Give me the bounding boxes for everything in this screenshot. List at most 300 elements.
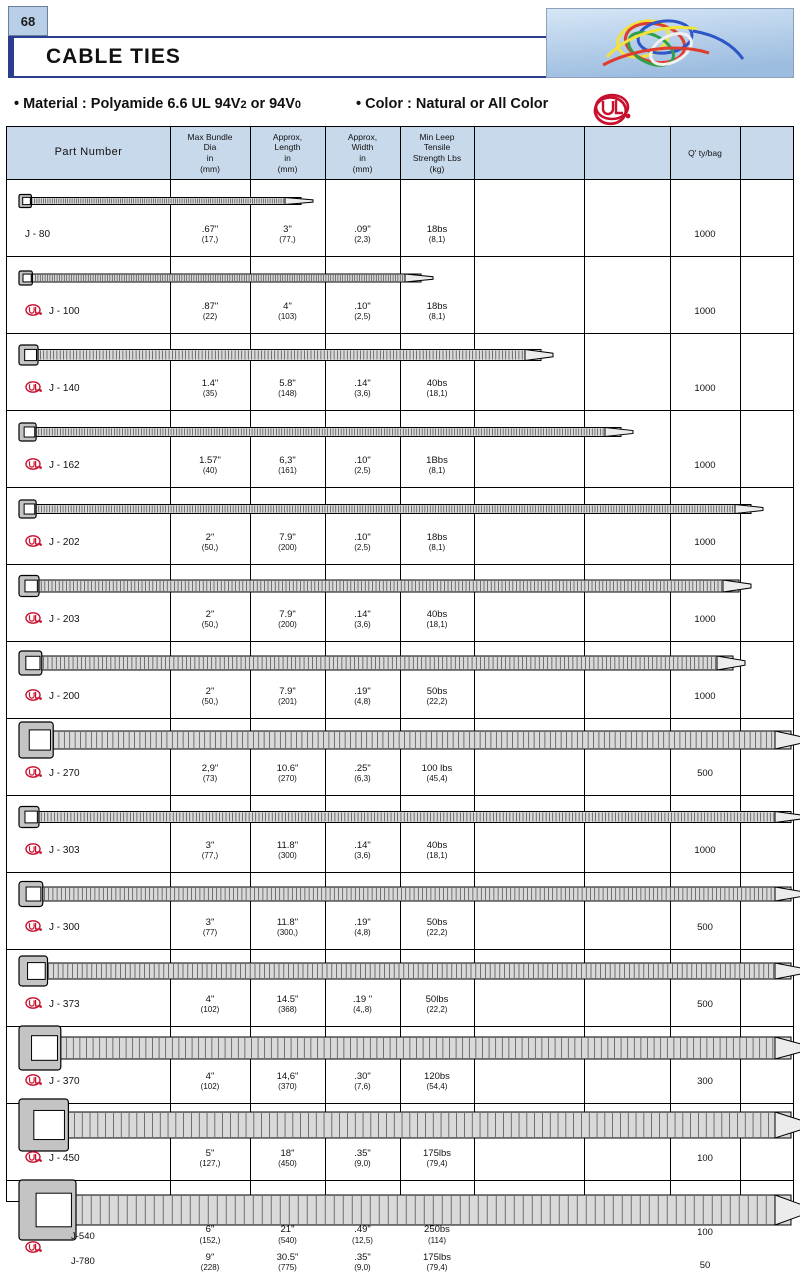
approx-width-value: (9,0)	[354, 1263, 370, 1273]
tensile-strength-value: 40bs	[427, 840, 448, 852]
part-number-cell	[7, 906, 170, 949]
approx-width	[325, 1238, 400, 1259]
max-bundle-dia-value: 3"	[206, 917, 215, 929]
max-bundle-dia-value: 2"	[206, 686, 215, 698]
max-bundle-dia-value: (77,)	[202, 851, 218, 861]
approx-width	[325, 906, 400, 949]
tensile-strength	[400, 521, 474, 564]
approx-length-value: (201)	[278, 697, 297, 707]
max-bundle-dia	[170, 521, 250, 564]
max-bundle-dia-value: (35)	[203, 389, 217, 399]
ul-mark-icon	[25, 843, 43, 858]
part-number-cell	[7, 983, 170, 1026]
table-row	[7, 333, 793, 410]
max-bundle-dia-value: 6"	[206, 1224, 215, 1236]
approx-length-value: (103)	[278, 312, 297, 322]
qty-per-bag	[670, 213, 740, 256]
tensile-strength-value: (54,4)	[427, 1082, 448, 1092]
max-bundle-dia-value: 3"	[206, 840, 215, 852]
qty-per-bag	[670, 1060, 740, 1103]
tensile-strength-value: (8,1)	[429, 543, 445, 553]
max-bundle-dia-value: 5"	[206, 1148, 215, 1160]
approx-length-value: (200)	[278, 620, 297, 630]
material-spec: • Material : Polyamide 6.6 UL 94V2 or 94V0	[14, 96, 301, 112]
max-bundle-dia	[170, 1060, 250, 1103]
qty-per-bag	[670, 1238, 740, 1259]
tensile-strength	[400, 213, 474, 256]
max-bundle-dia-value: (50,)	[202, 620, 218, 630]
approx-length-value: (161)	[278, 466, 297, 476]
qty-per-bag	[670, 983, 740, 1026]
qty-per-bag-value: 100	[697, 1227, 713, 1238]
tensile-strength-value: (79,4)	[427, 1159, 448, 1169]
max-bundle-dia	[170, 675, 250, 718]
approx-length	[250, 444, 325, 487]
max-bundle-dia-value: 2"	[206, 532, 215, 544]
column-header-line: (mm)	[200, 164, 220, 175]
max-bundle-dia-value: (40)	[203, 466, 217, 476]
qty-per-bag	[670, 444, 740, 487]
tensile-strength	[400, 675, 474, 718]
approx-width	[325, 1060, 400, 1103]
ul-mark-icon	[25, 304, 43, 319]
column-header-line: in	[284, 153, 291, 164]
part-number-label: J-780	[71, 1256, 95, 1267]
qty-per-bag	[670, 367, 740, 410]
approx-length-value: 5.8"	[279, 378, 296, 390]
part-number-stack	[71, 1231, 95, 1267]
qty-per-bag	[670, 290, 740, 333]
column-header	[325, 127, 400, 179]
table-row	[7, 872, 793, 949]
tensile-strength-value: 1Bbs	[426, 455, 448, 467]
qty-per-bag-value: 1000	[694, 383, 715, 394]
column-header-line: in	[359, 153, 366, 164]
tensile-strength-value: 250bs	[424, 1224, 450, 1236]
approx-length	[250, 521, 325, 564]
max-bundle-dia	[170, 1238, 250, 1259]
approx-width-value: .19"	[354, 917, 371, 929]
part-number-cell	[7, 1060, 170, 1103]
tensile-strength-value: 50lbs	[426, 994, 449, 1006]
approx-width-value: .49"	[354, 1224, 371, 1236]
tensile-strength-value: (8,1)	[429, 466, 445, 476]
ul-mark-icon	[25, 1151, 43, 1166]
approx-length-value: 14.5"	[277, 994, 299, 1006]
approx-width-value: (6,3)	[354, 774, 370, 784]
qty-per-bag-value: 1000	[694, 306, 715, 317]
tensile-strength-value: 50bs	[427, 686, 448, 698]
tensile-strength-value: 18bs	[427, 532, 448, 544]
part-number-label: J - 373	[49, 999, 80, 1010]
column-header-line: Q' ty/bag	[688, 148, 722, 159]
approx-width	[325, 444, 400, 487]
table-row	[7, 1026, 793, 1103]
max-bundle-dia	[170, 983, 250, 1026]
part-number-label: J - 370	[49, 1076, 80, 1087]
max-bundle-dia	[170, 906, 250, 949]
table-row	[7, 487, 793, 564]
approx-width	[325, 213, 400, 256]
approx-width-value: (2,3)	[354, 235, 370, 245]
part-number-cell	[7, 1238, 170, 1259]
approx-width-value: (3,6)	[354, 389, 370, 399]
approx-length	[250, 983, 325, 1026]
column-header	[170, 127, 250, 179]
approx-length	[250, 906, 325, 949]
part-number-label: J - 200	[49, 691, 80, 702]
approx-width-value: .10"	[354, 532, 371, 544]
column-header-line: Approx,	[348, 132, 377, 143]
title-bar	[8, 36, 546, 78]
column-header-line: Part Number	[55, 146, 123, 160]
part-number-label: J - 202	[49, 537, 80, 548]
approx-width-value: (3,6)	[354, 851, 370, 861]
ul-mark-icon	[25, 997, 43, 1012]
column-header	[740, 127, 793, 179]
column-header	[7, 127, 170, 179]
approx-width-value: (12,5)	[352, 1236, 373, 1246]
approx-length-value: 7.9"	[279, 609, 296, 621]
cable-tie-drawing	[7, 1180, 793, 1201]
tensile-strength-value: 40bs	[427, 378, 448, 390]
approx-length-value: 18"	[281, 1148, 295, 1160]
tensile-strength-value: (18,1)	[427, 851, 448, 861]
tensile-strength	[400, 290, 474, 333]
table-row	[7, 718, 793, 795]
tensile-strength-value: (22,2)	[427, 697, 448, 707]
max-bundle-dia-value: (102)	[201, 1082, 220, 1092]
approx-length-entry	[277, 1252, 299, 1273]
max-bundle-dia-value: (228)	[201, 1263, 220, 1273]
max-bundle-dia-value: 9"	[206, 1252, 215, 1264]
column-header-line: Length	[275, 142, 301, 153]
approx-length-value: (300)	[278, 851, 297, 861]
approx-width-value: (4,8)	[354, 697, 370, 707]
qty-per-bag-value: 500	[697, 768, 713, 779]
approx-width-value: .14"	[354, 609, 371, 621]
table-row	[7, 410, 793, 487]
approx-width	[325, 598, 400, 641]
max-bundle-dia-value: 4"	[206, 994, 215, 1006]
table-row	[7, 1180, 793, 1201]
qty-per-bag	[670, 906, 740, 949]
qty-per-bag-value: 1000	[694, 614, 715, 625]
max-bundle-dia-value: (50,)	[202, 697, 218, 707]
tensile-strength-value: (8,1)	[429, 312, 445, 322]
column-header-line: Min Leep	[420, 132, 455, 143]
approx-length-value: 3"	[283, 224, 292, 236]
approx-width-value: .14"	[354, 378, 371, 390]
approx-width-value: .19 "	[353, 994, 372, 1006]
tensile-strength-value: 120bs	[424, 1071, 450, 1083]
approx-width	[325, 829, 400, 872]
approx-width-value: .14"	[354, 840, 371, 852]
approx-width-value: (7,6)	[354, 1082, 370, 1092]
tie-illustration	[7, 1180, 793, 1201]
part-number-label: J - 140	[49, 383, 80, 394]
approx-length-value: (368)	[278, 1005, 297, 1015]
max-bundle-dia	[170, 367, 250, 410]
part-number-label: J - 162	[49, 460, 80, 471]
max-bundle-dia	[170, 752, 250, 795]
tensile-strength-value: 175lbs	[423, 1252, 451, 1264]
qty-per-bag-value: 100	[697, 1153, 713, 1164]
tensile-strength	[400, 1060, 474, 1103]
tensile-strength	[400, 1137, 474, 1180]
tensile-strength-entry	[423, 1252, 451, 1273]
approx-width-value: (3,6)	[354, 620, 370, 630]
qty-per-bag-value: 1000	[694, 845, 715, 856]
qty-per-bag-value: 1000	[694, 460, 715, 471]
approx-width-value: .35"	[354, 1148, 371, 1160]
max-bundle-dia-value: 2"	[206, 609, 215, 621]
approx-width	[325, 983, 400, 1026]
column-header-line: (mm)	[278, 164, 298, 175]
max-bundle-dia	[170, 290, 250, 333]
part-number-label: J - 100	[49, 306, 80, 317]
tensile-strength-value: 175lbs	[423, 1148, 451, 1160]
approx-width-value: (9,0)	[354, 1159, 370, 1169]
qty-per-bag-value: 300	[697, 1076, 713, 1087]
approx-length-value: (200)	[278, 543, 297, 553]
part-number-label: J - 203	[49, 614, 80, 625]
max-bundle-dia	[170, 1137, 250, 1180]
tensile-strength	[400, 752, 474, 795]
tensile-strength-value: (114)	[428, 1236, 446, 1246]
ul-mark-icon	[25, 535, 43, 550]
max-bundle-dia	[170, 598, 250, 641]
max-bundle-dia-value: (127,)	[200, 1159, 221, 1169]
ul-mark-icon	[25, 689, 43, 704]
approx-length-value: (77,)	[279, 235, 295, 245]
column-header-line: Dia	[204, 142, 217, 153]
qty-per-bag	[670, 752, 740, 795]
approx-width	[325, 367, 400, 410]
tensile-strength	[400, 829, 474, 872]
max-bundle-dia	[170, 829, 250, 872]
approx-length	[250, 367, 325, 410]
column-header-line: in	[207, 153, 214, 164]
table-row	[7, 795, 793, 872]
ul-mark-icon	[25, 612, 43, 627]
approx-length-value: (370)	[278, 1082, 297, 1092]
title-accent-bar	[8, 38, 14, 76]
max-bundle-dia-value: (77)	[203, 928, 217, 938]
approx-length-value: (540)	[278, 1236, 297, 1246]
ul-mark-icon	[25, 381, 43, 396]
part-number-label: J - 300	[49, 922, 80, 933]
approx-length-value: (775)	[278, 1263, 297, 1273]
tensile-strength-entry	[424, 1224, 450, 1246]
ul-mark-icon	[25, 766, 43, 781]
qty-per-bag	[670, 521, 740, 564]
approx-width	[325, 290, 400, 333]
approx-length	[250, 213, 325, 256]
page-title: CABLE TIES	[46, 45, 181, 69]
approx-length-value: (450)	[278, 1159, 297, 1169]
tensile-strength-value: (18,1)	[427, 389, 448, 399]
part-number-cell	[7, 829, 170, 872]
approx-width-value: (4,,8)	[353, 1005, 372, 1015]
column-header-line: (mm)	[353, 164, 373, 175]
cable-ties-photo-icon	[547, 9, 793, 77]
approx-width-value: .35"	[354, 1252, 371, 1264]
column-header	[250, 127, 325, 179]
product-photo	[546, 8, 794, 78]
tensile-strength-value: 18bs	[427, 224, 448, 236]
max-bundle-dia-value: 1.57"	[199, 455, 221, 467]
max-bundle-dia-value: (152,)	[200, 1236, 221, 1246]
qty-per-bag	[670, 675, 740, 718]
tensile-strength	[400, 367, 474, 410]
table-row	[7, 1103, 793, 1180]
table-row	[7, 179, 793, 256]
approx-length-value: 7.9"	[279, 686, 296, 698]
qty-per-bag-value: 500	[697, 999, 713, 1010]
tensile-strength	[400, 1238, 474, 1259]
tensile-strength	[400, 444, 474, 487]
approx-width-value: .25"	[354, 763, 371, 775]
tensile-strength-value: (22,2)	[427, 928, 448, 938]
part-number-cell	[7, 598, 170, 641]
approx-length-entry	[278, 1224, 297, 1246]
tensile-strength-value: 40bs	[427, 609, 448, 621]
approx-length-value: 11.8"	[277, 840, 298, 852]
qty-per-bag-value: 50	[700, 1260, 711, 1271]
max-bundle-dia-value: .87"	[202, 301, 219, 313]
part-number-label: J - 450	[49, 1153, 80, 1164]
max-bundle-dia-value: (22)	[203, 312, 217, 322]
approx-length	[250, 752, 325, 795]
column-header	[400, 127, 474, 179]
approx-length-value: 10.6"	[277, 763, 299, 775]
qty-per-bag-value: 500	[697, 922, 713, 933]
approx-length-value: 7.9"	[279, 532, 296, 544]
column-header	[670, 127, 740, 179]
column-header-line: Tensile	[424, 142, 450, 153]
approx-length-value: (270)	[278, 774, 297, 784]
tensile-strength	[400, 906, 474, 949]
ul-mark-icon	[25, 458, 43, 473]
approx-length-value: 4"	[283, 301, 292, 313]
approx-width	[325, 1137, 400, 1180]
tensile-strength-value: (18,1)	[427, 620, 448, 630]
column-header-line: Max Bundle	[188, 132, 233, 143]
part-number-cell	[7, 752, 170, 795]
approx-length-value: 6,3"	[279, 455, 296, 467]
part-number-label: J - 80	[25, 229, 50, 240]
max-bundle-dia-entry	[201, 1252, 220, 1273]
ul-mark-icon	[25, 1241, 43, 1256]
max-bundle-dia-value: 1.4"	[202, 378, 219, 390]
part-number-cell	[7, 213, 170, 256]
part-number-cell	[7, 675, 170, 718]
tensile-strength-value: 18bs	[427, 301, 448, 313]
approx-length-value: 11.8"	[277, 917, 298, 929]
max-bundle-dia-entry	[200, 1224, 221, 1246]
tensile-strength-value: (8,1)	[429, 235, 445, 245]
part-number-cell	[7, 1137, 170, 1180]
approx-width	[325, 752, 400, 795]
table-row	[7, 564, 793, 641]
tensile-strength	[400, 983, 474, 1026]
approx-length	[250, 598, 325, 641]
approx-length-value: (300,)	[277, 928, 298, 938]
qty-per-bag-value: 1000	[694, 537, 715, 548]
column-header-line: Approx,	[273, 132, 302, 143]
max-bundle-dia	[170, 213, 250, 256]
approx-length-value: 21"	[281, 1224, 295, 1236]
part-number-cell	[7, 367, 170, 410]
table-row	[7, 641, 793, 718]
column-header-line: (kg)	[430, 164, 445, 175]
column-header-line: Strength Lbs	[413, 153, 461, 164]
approx-length	[250, 1060, 325, 1103]
approx-length	[250, 829, 325, 872]
column-header	[584, 127, 670, 179]
color-spec: • Color : Natural or All Color	[356, 96, 548, 112]
tensile-strength-value: (22,2)	[427, 1005, 448, 1015]
ul-logo-icon	[592, 92, 656, 122]
qty-per-bag	[670, 598, 740, 641]
approx-length	[250, 675, 325, 718]
part-number-label: J - 270	[49, 768, 80, 779]
tensile-strength-value: (79,4)	[427, 1263, 448, 1273]
tensile-strength	[400, 598, 474, 641]
approx-width-value: .10"	[354, 455, 371, 467]
approx-width-value: .30"	[354, 1071, 371, 1083]
approx-length	[250, 290, 325, 333]
approx-width-value: .09"	[354, 224, 371, 236]
max-bundle-dia-value: .67"	[202, 224, 219, 236]
approx-length-value: 14,6"	[277, 1071, 299, 1083]
approx-width-entry	[354, 1252, 371, 1273]
ul-mark-icon	[25, 1074, 43, 1089]
approx-width	[325, 675, 400, 718]
qty-per-bag-value: 1000	[694, 229, 715, 240]
approx-width-value: .10"	[354, 301, 371, 313]
part-number-cell	[7, 521, 170, 564]
qty-per-bag	[670, 1137, 740, 1180]
approx-width-value: (2,5)	[354, 466, 370, 476]
approx-length-value: (148)	[278, 389, 297, 399]
part-number-label: J-540	[71, 1231, 95, 1242]
part-number-cell	[7, 290, 170, 333]
approx-width-value: (2,5)	[354, 543, 370, 553]
max-bundle-dia-value: 4"	[206, 1071, 215, 1083]
approx-width-value: .19"	[354, 686, 371, 698]
max-bundle-dia-value: (73)	[203, 774, 217, 784]
tensile-strength-value: 50bs	[427, 917, 448, 929]
page-number: 68	[8, 6, 48, 36]
approx-length	[250, 1238, 325, 1259]
max-bundle-dia	[170, 444, 250, 487]
part-number-cell	[7, 444, 170, 487]
max-bundle-dia-value: 2,9"	[202, 763, 219, 775]
tensile-strength-value: (45,4)	[427, 774, 448, 784]
approx-width-value: (2,5)	[354, 312, 370, 322]
approx-length	[250, 1137, 325, 1180]
qty-per-bag-value: 1000	[694, 691, 715, 702]
approx-width	[325, 521, 400, 564]
max-bundle-dia-value: (50,)	[202, 543, 218, 553]
column-header	[474, 127, 584, 179]
approx-width-value: (4,8)	[354, 928, 370, 938]
tensile-strength-value: 100 lbs	[422, 763, 453, 775]
specification-table	[6, 126, 794, 1202]
column-header-line: Width	[352, 142, 374, 153]
